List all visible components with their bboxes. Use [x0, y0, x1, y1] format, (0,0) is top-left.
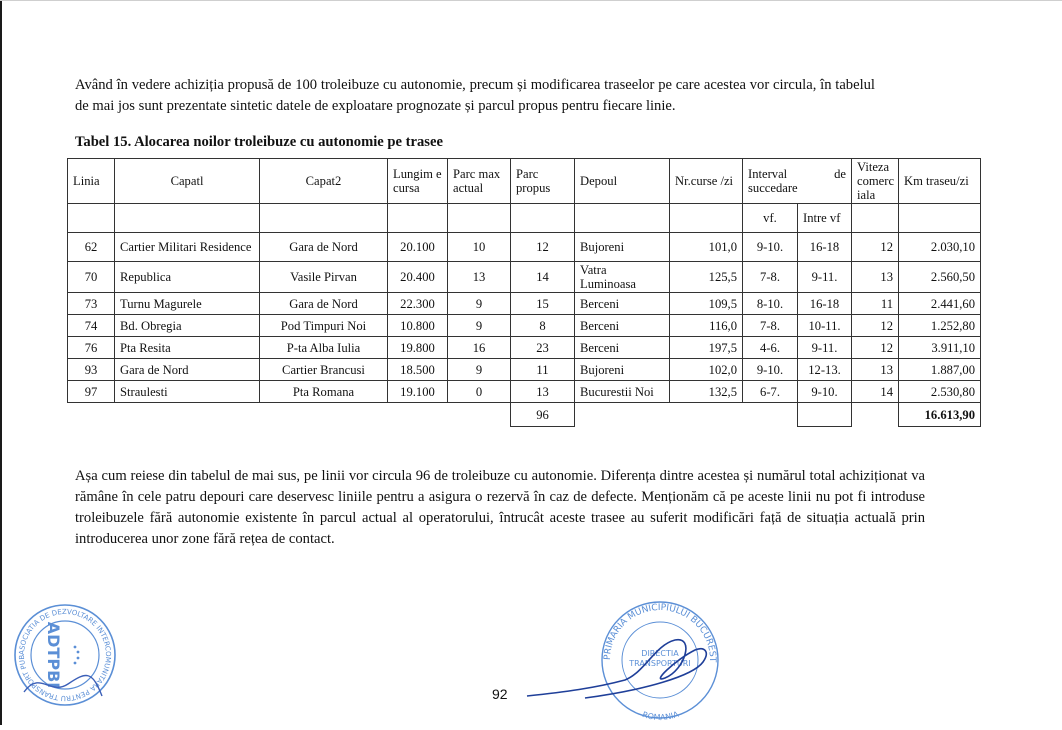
header-viteza: Viteza comerc iala — [852, 159, 899, 204]
total-empty-cell — [798, 403, 852, 427]
cell-capat1: Bd. Obregia — [115, 315, 260, 337]
subheader-empty — [575, 204, 670, 233]
total-parc-propus: 96 — [511, 403, 575, 427]
cell-lungime: 19.100 — [388, 381, 448, 403]
cell-intre-vf: 9-10. — [798, 381, 852, 403]
header-lungime: Lungim e cursa — [388, 159, 448, 204]
allocation-table — [67, 158, 981, 427]
cell-capat1: Straulesti — [115, 381, 260, 403]
cell-viteza: 12 — [852, 315, 899, 337]
subheader-row — [68, 204, 981, 233]
cell-linia: 76 — [68, 337, 115, 359]
header-parc-max: Parc max actual — [448, 159, 511, 204]
cell-depoul: Bujoreni — [575, 359, 670, 381]
cell-linia: 62 — [68, 233, 115, 262]
header-parc-propus: Parc propus — [511, 159, 575, 204]
header-interval-succedare: succedare — [748, 181, 798, 195]
cell-linia: 74 — [68, 315, 115, 337]
cell-viteza: 13 — [852, 359, 899, 381]
cell-capat2: Gara de Nord — [260, 233, 388, 262]
cell-km: 3.911,10 — [899, 337, 981, 359]
cell-capat2: Cartier Brancusi — [260, 359, 388, 381]
cell-parc-propus: 13 — [511, 381, 575, 403]
cell-capat2: Vasile Pirvan — [260, 262, 388, 293]
cell-parc-max: 13 — [448, 262, 511, 293]
adtpbi-stamp-center-text: ADTPBI — [44, 621, 63, 689]
municipal-stamp-center-line1: DIRECTIA — [641, 649, 679, 658]
subheader-empty — [68, 204, 115, 233]
cell-viteza: 13 — [852, 262, 899, 293]
municipal-stamp — [525, 600, 725, 730]
cell-lungime: 18.500 — [388, 359, 448, 381]
cell-vf: 7-8. — [743, 315, 798, 337]
cell-nr-curse: 125,5 — [670, 262, 743, 293]
cell-lungime: 20.100 — [388, 233, 448, 262]
cell-depoul: Bujoreni — [575, 233, 670, 262]
header-row — [68, 159, 981, 204]
header-interval-de: de — [834, 167, 846, 181]
header-capat1: Capatl — [115, 159, 260, 204]
cell-capat2: P-ta Alba Iulia — [260, 337, 388, 359]
municipal-stamp-ring-text: PRIMARIA MUNICIPIULUI BUCUREST — [602, 602, 718, 663]
cell-capat2: Pta Romana — [260, 381, 388, 403]
cell-vf: 7-8. — [743, 262, 798, 293]
signature-scribble — [527, 640, 706, 698]
subheader-empty — [388, 204, 448, 233]
totals-row — [68, 403, 981, 427]
table-row — [68, 293, 981, 315]
cell-capat2: Gara de Nord — [260, 293, 388, 315]
cell-parc-propus: 11 — [511, 359, 575, 381]
cell-parc-max: 10 — [448, 233, 511, 262]
header-depoul: Depoul — [575, 159, 670, 204]
subheader-vf: vf. — [743, 204, 798, 233]
cell-depoul: Berceni — [575, 337, 670, 359]
cell-vf: 6-7. — [743, 381, 798, 403]
table-row — [68, 315, 981, 337]
cell-lungime: 10.800 — [388, 315, 448, 337]
cell-lungime: 20.400 — [388, 262, 448, 293]
cell-intre-vf: 12-13. — [798, 359, 852, 381]
cell-capat1: Republica — [115, 262, 260, 293]
cell-lungime: 19.800 — [388, 337, 448, 359]
cell-parc-propus: 12 — [511, 233, 575, 262]
adtpbi-stamp-graphic — [10, 600, 120, 710]
cell-linia: 73 — [68, 293, 115, 315]
page-number: 92 — [492, 686, 508, 702]
cell-depoul: Bucurestii Noi — [575, 381, 670, 403]
cell-intre-vf: 10-11. — [798, 315, 852, 337]
cell-nr-curse: 109,5 — [670, 293, 743, 315]
cell-linia: 93 — [68, 359, 115, 381]
table-row — [68, 337, 981, 359]
subheader-empty — [115, 204, 260, 233]
cell-nr-curse: 116,0 — [670, 315, 743, 337]
cell-intre-vf: 16-18 — [798, 293, 852, 315]
cell-parc-max: 9 — [448, 359, 511, 381]
cell-nr-curse: 102,0 — [670, 359, 743, 381]
cell-intre-vf: 9-11. — [798, 262, 852, 293]
cell-vf: 8-10. — [743, 293, 798, 315]
cell-vf: 9-10. — [743, 233, 798, 262]
cell-km: 1.252,80 — [899, 315, 981, 337]
header-interval-word: Interval — [748, 167, 788, 181]
cell-intre-vf: 9-11. — [798, 337, 852, 359]
conclusion-paragraph: Așa cum reiese din tabelul de mai sus, pe linii vor circula 96 de troleibuze cu autonomie. Diferența dintre acestea și numărul total achiziționat va rămâne în cele patru depouri care deservesc liniile pentru a asigura o rezervă în caz de defecte. Menționăm că pe aceste linii nu pot fi introduse troleibuzele fără autonomie existente în parcul actual al operatorului, întrucât aceste trasee au suferit modificări față de situația actuală prin introducerea unor zone fără rețea de contact. — [75, 468, 925, 547]
adtpbi-stamp — [10, 600, 120, 715]
cell-depoul: Berceni — [575, 315, 670, 337]
subheader-empty — [899, 204, 981, 233]
header-nr-curse: Nr.curse /zi — [670, 159, 743, 204]
cell-intre-vf: 16-18 — [798, 233, 852, 262]
cell-km: 1.887,00 — [899, 359, 981, 381]
subheader-intre-vf: Intre vf — [798, 204, 852, 233]
table-row — [68, 262, 981, 293]
cell-km: 2.441,60 — [899, 293, 981, 315]
page-edge-left — [0, 0, 2, 725]
cell-vf: 4-6. — [743, 337, 798, 359]
cell-parc-propus: 23 — [511, 337, 575, 359]
cell-lungime: 22.300 — [388, 293, 448, 315]
table-caption: Tabel 15. Alocarea noilor troleibuze cu autonomie pe trasee — [75, 134, 443, 150]
cell-km: 2.030,10 — [899, 233, 981, 262]
cell-nr-curse: 197,5 — [670, 337, 743, 359]
subheader-empty — [670, 204, 743, 233]
cell-parc-max: 9 — [448, 293, 511, 315]
cell-parc-max: 0 — [448, 381, 511, 403]
page-edge-top — [0, 0, 1062, 1]
cell-capat2: Pod Timpuri Noi — [260, 315, 388, 337]
cell-parc-propus: 8 — [511, 315, 575, 337]
intro-paragraph: Având în vedere achiziția propusă de 100 troleibuze cu autonomie, precum și modificarea traseelor pe care acestea vor circula, în tabelul de mai jos sunt prezentate sintetic datele de exploatare prognozate și parcul propus pentru fiecare linie. — [75, 77, 875, 114]
cell-viteza: 11 — [852, 293, 899, 315]
cell-parc-max: 16 — [448, 337, 511, 359]
subheader-empty — [852, 204, 899, 233]
cell-viteza: 14 — [852, 381, 899, 403]
cell-parc-propus: 14 — [511, 262, 575, 293]
table-row — [68, 233, 981, 262]
cell-capat1: Turnu Magurele — [115, 293, 260, 315]
cell-nr-curse: 101,0 — [670, 233, 743, 262]
header-capat2: Capat2 — [260, 159, 388, 204]
cell-linia: 70 — [68, 262, 115, 293]
adtpbi-stamp-ring-text: ASOCIATIA DE DEZVOLTARE INTERCOMUNITARA PENTRU TRANSPORT PUB — [17, 607, 113, 703]
header-km: Km traseu/zi — [899, 159, 981, 204]
municipal-stamp-bottom-text: ROMANIA — [641, 709, 680, 723]
cell-nr-curse: 132,5 — [670, 381, 743, 403]
cell-km: 2.530,80 — [899, 381, 981, 403]
cell-linia: 97 — [68, 381, 115, 403]
table-row — [68, 381, 981, 403]
table-row — [68, 359, 981, 381]
cell-capat1: Pta Resita — [115, 337, 260, 359]
cell-parc-propus: 15 — [511, 293, 575, 315]
cell-vf: 9-10. — [743, 359, 798, 381]
header-interval — [743, 159, 852, 204]
cell-depoul: Vatra Luminoasa — [575, 262, 670, 293]
subheader-empty — [511, 204, 575, 233]
subheader-empty — [260, 204, 388, 233]
cell-capat1: Gara de Nord — [115, 359, 260, 381]
municipal-stamp-graphic — [525, 600, 725, 725]
cell-viteza: 12 — [852, 337, 899, 359]
cell-capat1: Cartier Militari Residence — [115, 233, 260, 262]
cell-viteza: 12 — [852, 233, 899, 262]
total-km: 16.613,90 — [899, 403, 981, 427]
cell-parc-max: 9 — [448, 315, 511, 337]
municipal-stamp-center-line2: TRANSPORTURI — [629, 659, 691, 668]
header-linia: Linia — [68, 159, 115, 204]
cell-km: 2.560,50 — [899, 262, 981, 293]
subheader-empty — [448, 204, 511, 233]
cell-depoul: Berceni — [575, 293, 670, 315]
